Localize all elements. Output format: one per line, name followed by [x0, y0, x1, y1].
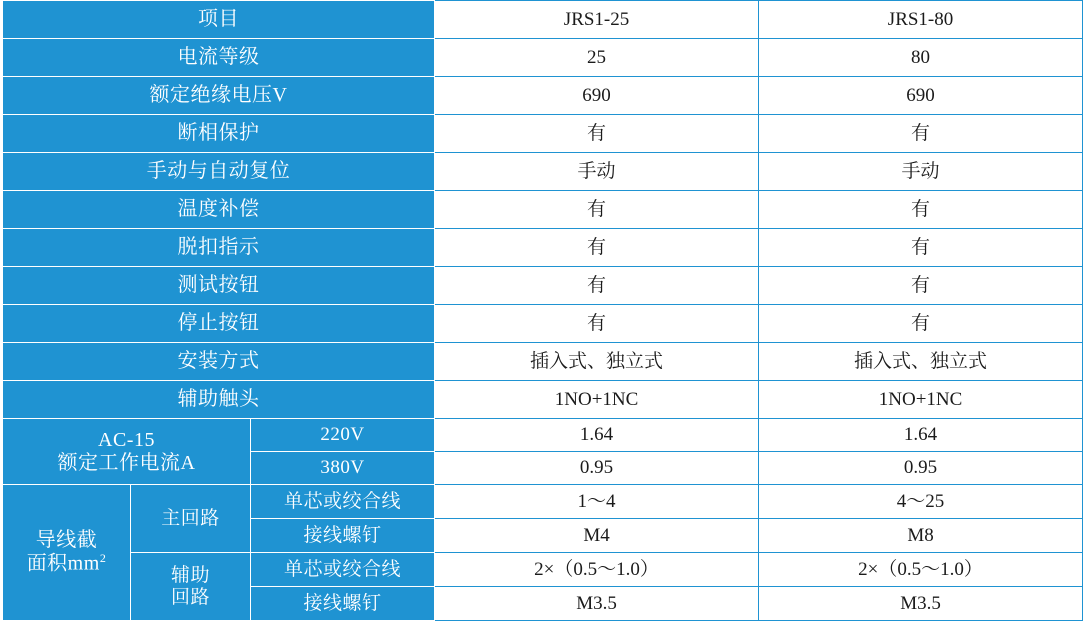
row-value-1: 有: [435, 305, 759, 343]
row-value-1: 插入式、独立式: [435, 343, 759, 381]
wire-aux-label-line2: 回路: [170, 586, 210, 608]
wire-aux-label-line1: 辅助: [170, 564, 210, 586]
wire-label-line2: 面积$mm^2$: [26, 551, 107, 575]
table-row: [3, 77, 1083, 115]
row-value-2: 690: [759, 77, 1083, 115]
row-label: 辅助触头: [3, 381, 435, 419]
wire-aux-circuit-label: [131, 553, 251, 621]
wire-main-screw-label: 接线螺钉: [251, 519, 435, 553]
header-col-2: JRS1-80: [759, 1, 1083, 39]
wire-label-superscript: 2: [99, 551, 107, 566]
table-row: [3, 153, 1083, 191]
row-label: 温度补偿: [3, 191, 435, 229]
row-value-2: 80: [759, 39, 1083, 77]
wire-main-core-label: 单芯或绞合线: [251, 485, 435, 519]
row-value-2: 有: [759, 229, 1083, 267]
row-value-1: 有: [435, 115, 759, 153]
row-label: 电流等级: [3, 39, 435, 77]
row-label: 断相保护: [3, 115, 435, 153]
row-value-2: 手动: [759, 153, 1083, 191]
ac15-label-line1: AC-15: [98, 428, 155, 451]
row-value-1: 690: [435, 77, 759, 115]
row-label: 停止按钮: [3, 305, 435, 343]
wire-aux-core-col2: 2×（0.5～1.0）: [759, 553, 1083, 587]
row-label: 额定绝缘电压V: [3, 77, 435, 115]
row-value-2: 有: [759, 115, 1083, 153]
row-label: 脱扣指示: [3, 229, 435, 267]
table-row: [3, 1, 1083, 39]
ac15-sub-label-380v: 380V: [251, 452, 435, 485]
ac15-label-line2: 额定工作电流A: [57, 451, 196, 474]
ac15-sub-label-220v: 220V: [251, 419, 435, 452]
table-row: [3, 485, 1083, 519]
wire-main-screw-col1: M4: [435, 519, 759, 553]
table-row: [3, 305, 1083, 343]
row-value-1: 1NO+1NC: [435, 381, 759, 419]
table-row: [3, 267, 1083, 305]
row-value-2: 有: [759, 267, 1083, 305]
table-row: [3, 553, 1083, 587]
table-row: [3, 419, 1083, 452]
row-value-1: 手动: [435, 153, 759, 191]
row-value-2: 1NO+1NC: [759, 381, 1083, 419]
row-value-1: 有: [435, 229, 759, 267]
row-label: 手动与自动复位: [3, 153, 435, 191]
ac15-value-220v-col2: 1.64: [759, 419, 1083, 452]
wire-main-circuit-label: 主回路: [131, 485, 251, 553]
table-row: [3, 229, 1083, 267]
header-item-label: 项目: [3, 1, 435, 39]
table-row: [3, 39, 1083, 77]
table-row: [3, 191, 1083, 229]
wire-label-line1: 导线截: [35, 529, 98, 552]
header-col-1: JRS1-25: [435, 1, 759, 39]
wire-main-core-col1: 1～4: [435, 485, 759, 519]
specification-table: [2, 0, 1083, 621]
wire-group-label: [3, 485, 131, 621]
row-value-2: 插入式、独立式: [759, 343, 1083, 381]
wire-main-screw-col2: M8: [759, 519, 1083, 553]
row-value-1: 25: [435, 39, 759, 77]
wire-aux-screw-col2: M3.5: [759, 587, 1083, 621]
ac15-value-220v-col1: 1.64: [435, 419, 759, 452]
ac15-value-380v-col2: 0.95: [759, 452, 1083, 485]
row-value-1: 有: [435, 191, 759, 229]
row-value-1: 有: [435, 267, 759, 305]
table-row: [3, 381, 1083, 419]
ac15-group-label: [3, 419, 251, 485]
row-value-2: 有: [759, 191, 1083, 229]
wire-aux-screw-label: 接线螺钉: [251, 587, 435, 621]
wire-aux-screw-col1: M3.5: [435, 587, 759, 621]
table-row: [3, 343, 1083, 381]
wire-aux-core-col1: 2×（0.5～1.0）: [435, 553, 759, 587]
wire-main-core-col2: 4～25: [759, 485, 1083, 519]
table-row: [3, 115, 1083, 153]
wire-aux-core-label: 单芯或绞合线: [251, 553, 435, 587]
row-label: 安装方式: [3, 343, 435, 381]
row-label: 测试按钮: [3, 267, 435, 305]
ac15-value-380v-col1: 0.95: [435, 452, 759, 485]
row-value-2: 有: [759, 305, 1083, 343]
